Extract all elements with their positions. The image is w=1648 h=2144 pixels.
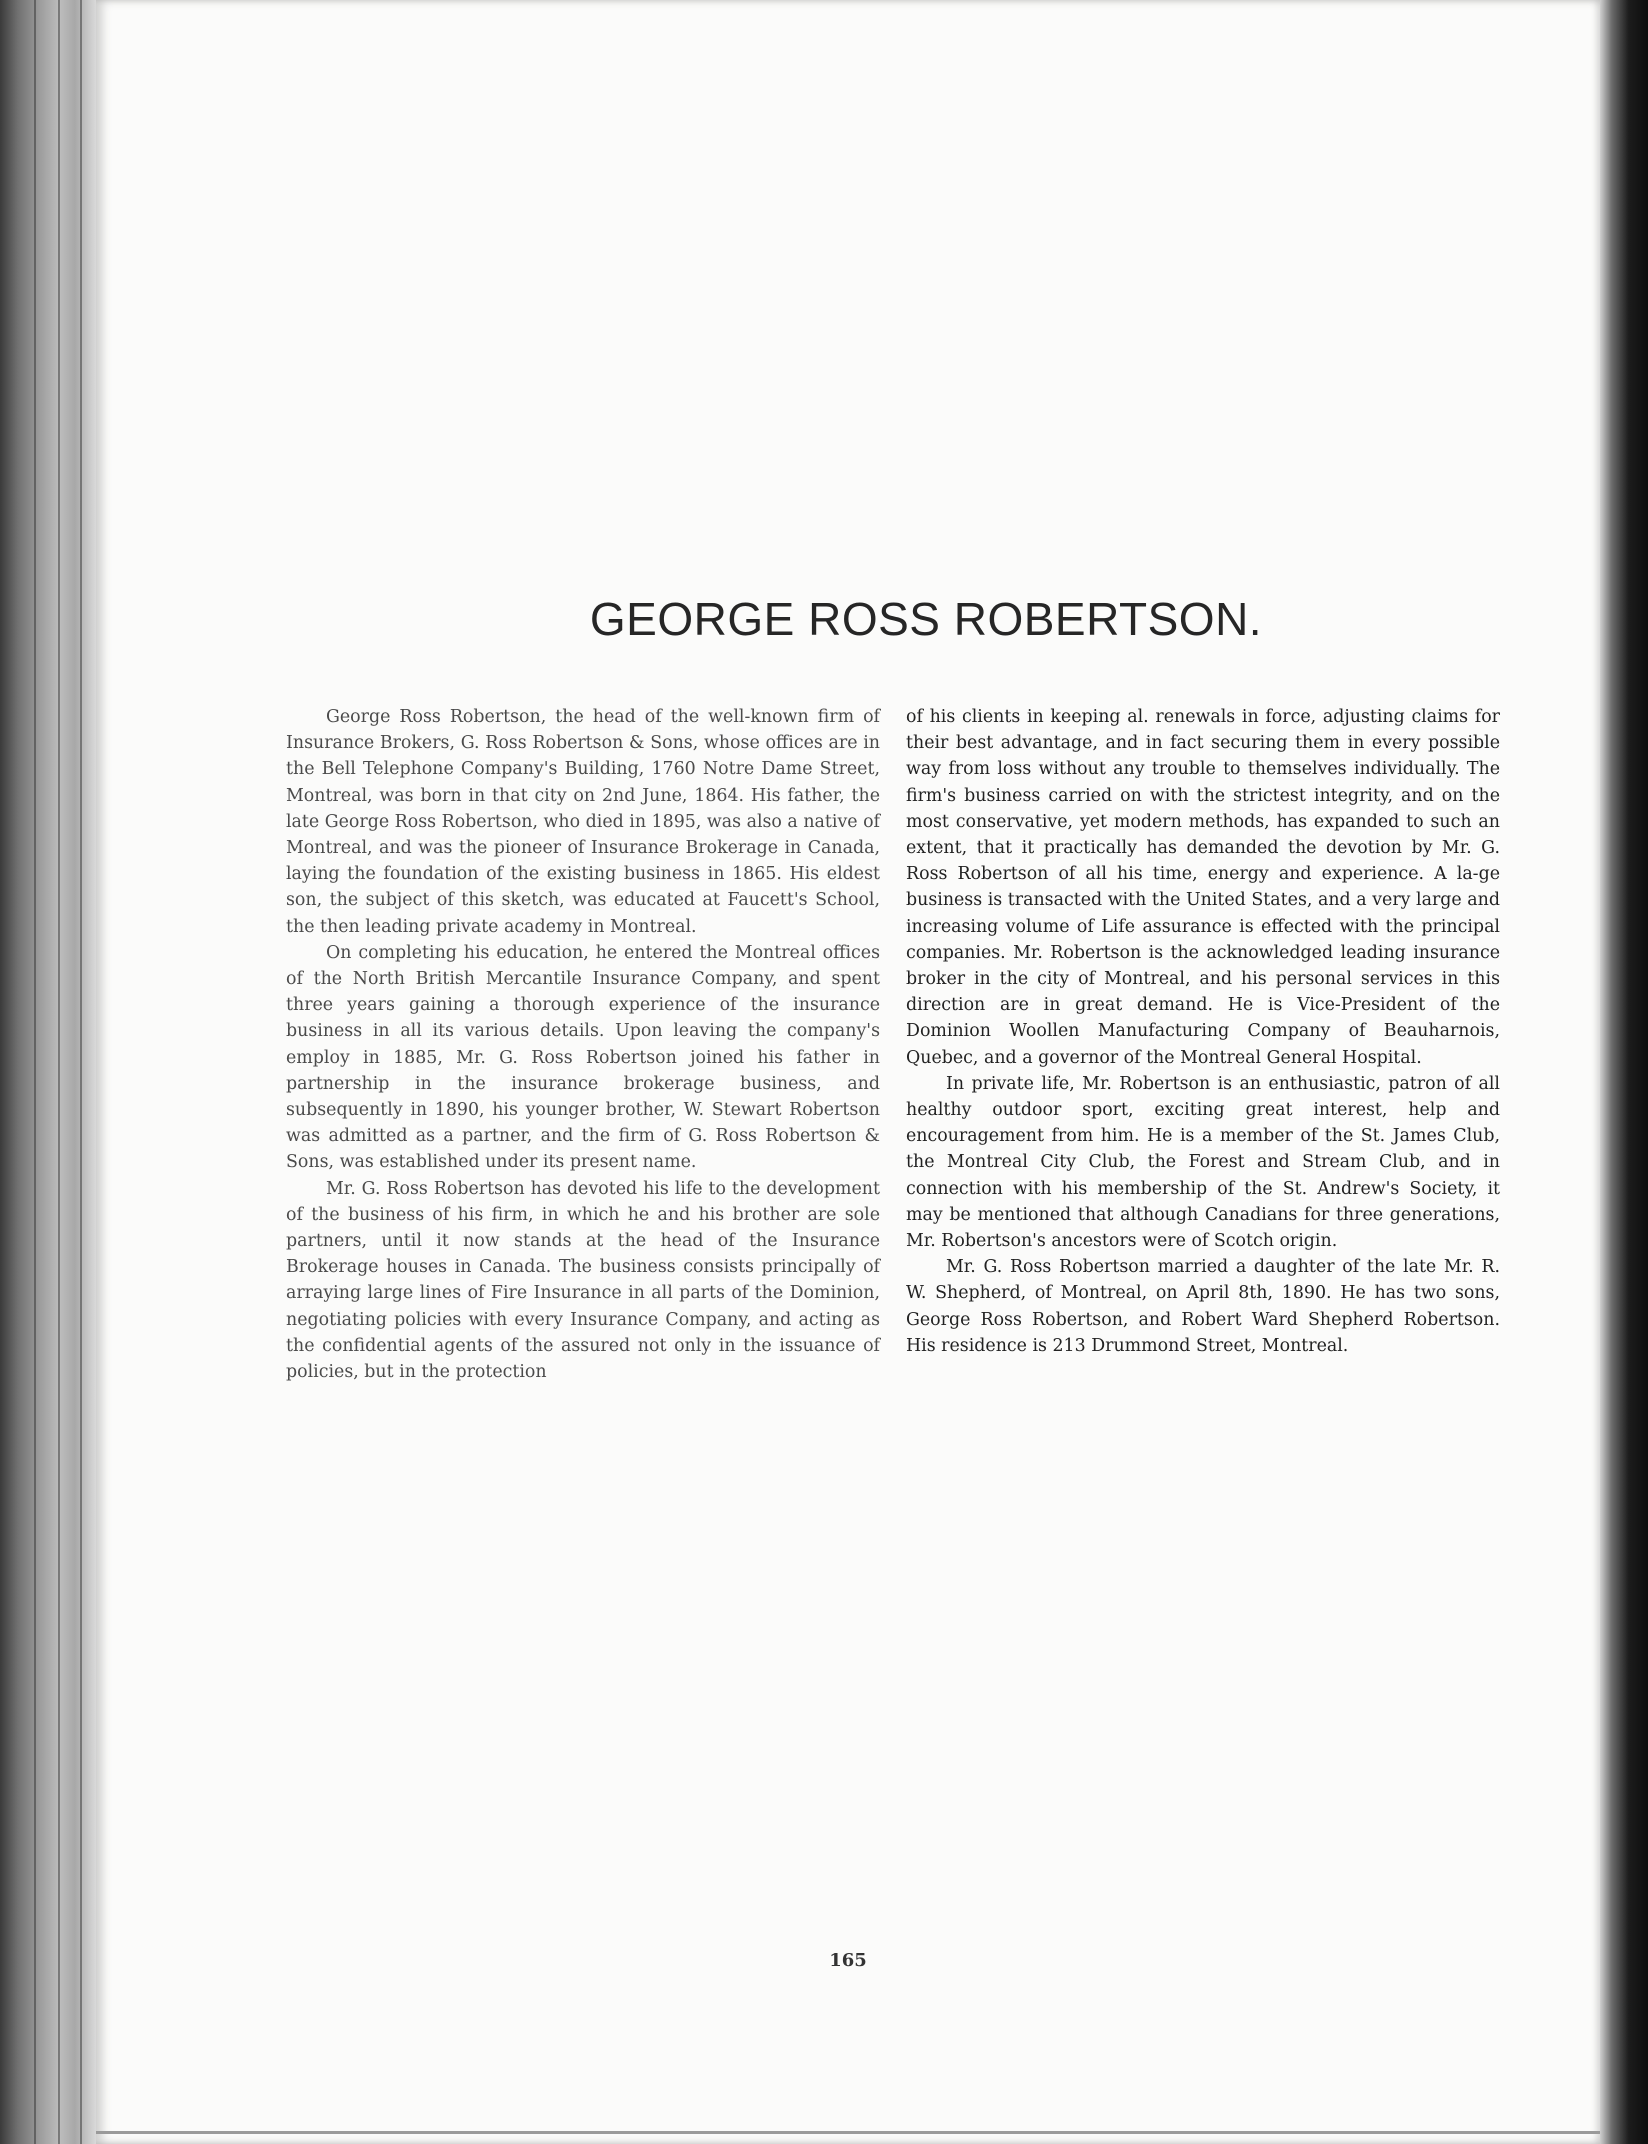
paragraph: In private life, Mr. Robertson is an enthusiastic, patron of all healthy outdoor sport, exciting great interest, help and encouragement from him. He is a member of the St. James Club, the Montreal City Club, the Forest and Stream Club, and in connection with his membership of the St. Andrew's Society, it may be mentioned that although Canadians for three generations, Mr. Robertson's ancestors were of Scotch origin.: [906, 1073, 1500, 1252]
page-right-edge: [1600, 0, 1648, 2144]
paragraph-continuation: of his clients in keeping al. renewals in force, adjusting claims for their best advantage, and in fact securing them in every possible way from loss without any trouble to themselves individually. The firm's business carried on with the strictest integrity, and on the most conservative, yet modern methods, has expanded to such an extent, that it practically has demanded the devotion by Mr. G. Ross Robertson of all his time, energy and experience. A la-ge business is transacted with the United States, and a very large and increasing volume of Life assurance is effected with the principal companies. Mr. Robertson is the acknowledged leading insurance broker in the city of Montreal, and his personal services in this direction are in great demand. He is Vice-President of the Dominion Woollen Manufacturing Company of Beauharnois, Quebec, and a governor of the Montreal General Hospital.: [906, 707, 1500, 1068]
left-text-column: [286, 704, 880, 1385]
page-title: GEORGE ROSS ROBERTSON.: [589, 593, 1263, 645]
paragraph: George Ross Robertson, the head of the well-known firm of Insurance Brokers, G. Ross Robertson & Sons, whose offices are in the Bell Telephone Company's Building, 1760 Notre Dame Street, Montreal, was born in that city on 2nd June, 1864. His father, the late George Ross Robertson, who died in 1895, was also a native of Montreal, and was the pioneer of Insurance Brokerage in Canada, laying the foundation of the existing business in 1865. His eldest son, the subject of this sketch, was educated at Faucett's School, the then leading private academy in Montreal.: [286, 707, 880, 937]
page-number: 165: [829, 1950, 867, 1971]
book-spine: [0, 0, 96, 2144]
right-text-column: [906, 704, 1500, 1359]
paper-page: [96, 0, 1600, 2144]
paragraph: On completing his education, he entered the Montreal offices of the North British Mercantile Insurance Company, and spent three years gaining a thorough experience of the insurance business in all its various details. Upon leaving the company's employ in 1885, Mr. G. Ross Robertson joined his father in partnership in the insurance brokerage business, and subsequently in 1890, his younger brother, W. Stewart Robertson was admitted as a partner, and the firm of G. Ross Robertson & Sons, was established under its present name.: [286, 942, 880, 1173]
paragraph: Mr. G. Ross Robertson has devoted his life to the development of the business of his firm, in which he and his brother are sole partners, until it now stands at the head of the Insurance Brokerage houses in Canada. The business consists principally of arraying large lines of Fire Insurance in all parts of the Dominion, negotiating policies with every Insurance Company, and acting as the confidential agents of the assured not only in the issuance of policies, but in the protection: [286, 1178, 880, 1383]
paragraph: Mr. G. Ross Robertson married a daughter of the late Mr. R. W. Shepherd, of Montreal, on April 8th, 1890. He has two sons, George Ross Robertson, and Robert Ward Shepherd Robertson. His residence is 213 Drummond Street, Montreal.: [906, 1257, 1500, 1356]
page-bottom-edge: [96, 2131, 1600, 2134]
